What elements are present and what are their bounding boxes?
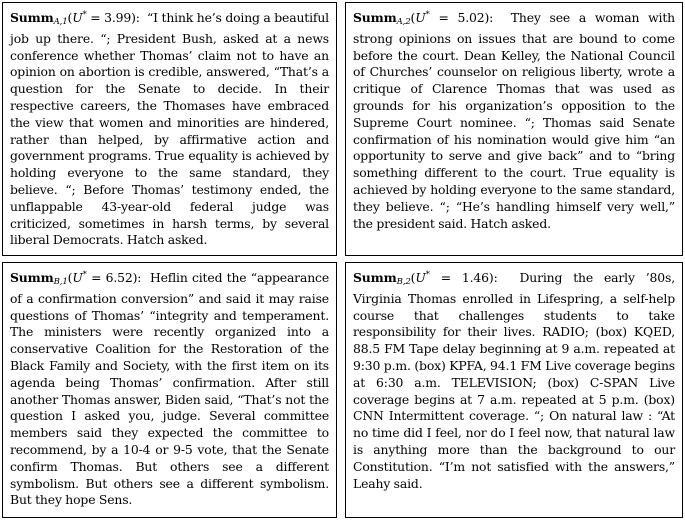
summary-score: (U* = 5.02): <box>410 10 494 25</box>
summary-subscript: B,1 <box>53 277 68 287</box>
summary-text-b1 <box>10 267 329 509</box>
summary-text-b2 <box>353 267 675 492</box>
summary-box-a2 <box>345 2 683 256</box>
summary-text-a1 <box>10 7 329 249</box>
summary-text-a2 <box>353 7 675 232</box>
summary-box-b2 <box>345 262 683 518</box>
summary-label: Summ <box>10 270 54 285</box>
summary-body: Heflin cited the “appearance of a confirmation conversion” and said it may raise questions of Thomas’ “integrity and temperament. The ministers were recently organized into a conservative Coalition for the Restoration of the Black Family and Society, with the first item on its agenda being Thomas’ confirmation. After still another Thomas answer, Biden said, “That’s not the question I asked you, judge. Several committee members said they expected the committee to recommend, by a 10-4 or 9-5 vote, that the Senate confirm Thomas. But others see a different symbolism. But others see a different symbolism. But they hope Sens. <box>10 270 329 508</box>
summary-subscript: B,2 <box>396 277 411 287</box>
summary-body: “I think he’s doing a beautiful job up there. “; President Bush, asked at a news conference whether Thomas’ claim not to have an opinion on abortion is credible, answered, “That’s a question for the Senate to decide. In their respective careers, the Thomases have embraced the view that women and minorities are hindered, rather than helped, by affirmative action and government programs. True equality is achieved by holding everyone to the same standard, they believe. “; Before Thomas’ testimony ended, the unflappable 43-year-old federal judge was criticized, sometimes in harsh terms, by several liberal Democrats. Hatch asked. <box>10 10 329 248</box>
summary-body: During the early ’80s, Virginia Thomas enrolled in Lifespring, a self-help course that challenges students to take responsibility for their lives. RADIO; (box) KQED, 88.5 FM Tape delay beginning at 9 a.m. repeated at 9:30 p.m. (box) KPFA, 94.1 FM Live coverage begins at 6:30 a.m. TELEVISION; (box) C-SPAN Live coverage begins at 7 a.m. repeated at 5 p.m. (box) CNN Intermittent coverage. “; On natural law : “At no time did I feel, nor do I feel now, that natural law is anything more than the background to our Constitution. “I’m not satisfied with the answers,” Leahy said. <box>353 270 676 491</box>
summary-score: (U* = 3.99): <box>67 10 140 25</box>
summary-subscript: A,2 <box>396 17 411 27</box>
summary-score: (U* = 1.46): <box>410 270 498 285</box>
summary-label: Summ <box>353 270 397 285</box>
summary-score: (U* = 6.52): <box>67 270 142 285</box>
summary-box-b1 <box>2 262 337 518</box>
summary-label: Summ <box>10 10 54 25</box>
summary-label: Summ <box>353 10 397 25</box>
summary-body: They see a woman with strong opinions on issues that are bound to come before the court. Dean Kelley, the National Council of Churches’ counselor on religious liberty, wrote a critique of Clarence Thomas that was used as grounds for his organization’s opposition to the Supreme Court nominee. “; Thomas said Senate confirmation of his nomination would give him “an opportunity to serve and give back” and to “bring something different to the court. True equality is achieved by holding everyone to the same standard, they believe. “; “He’s handling himself very well,” the president said. Hatch asked. <box>353 10 675 231</box>
summary-subscript: A,1 <box>53 17 68 27</box>
summary-box-a1 <box>2 2 337 256</box>
